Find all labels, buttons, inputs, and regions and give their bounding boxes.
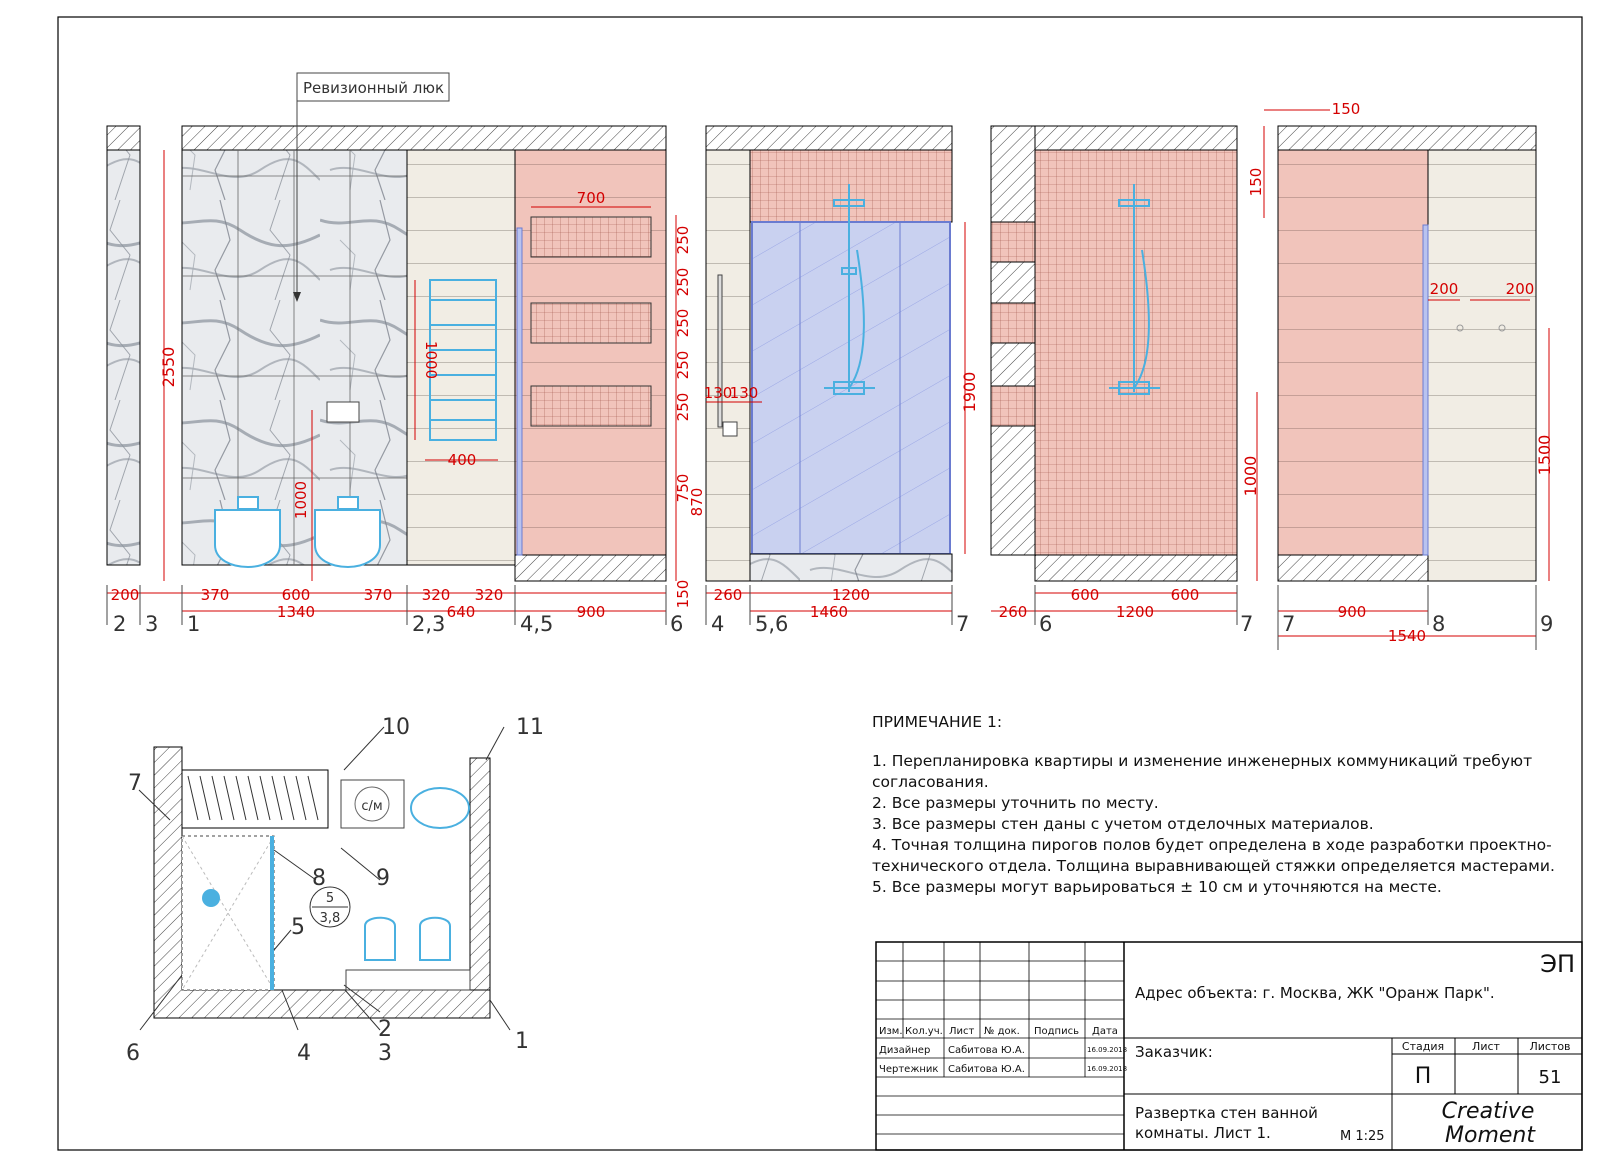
dim-elev1-v-750: 750 [674, 473, 692, 503]
tb-header-list: Лист [949, 1026, 975, 1037]
elevation-2 [704, 126, 979, 636]
tb-scale: М 1:25 [1340, 1129, 1385, 1144]
ceiling-slab [182, 126, 666, 150]
dim-elev1-200: 200 [110, 586, 140, 604]
dim-elev2-1900: 1900 [960, 371, 979, 413]
dim-niche-250d: 250 [674, 350, 692, 380]
note-line-3: 3. Все размеры стен даны с учетом отделочных материалов. [872, 815, 1374, 833]
tb-header-doc: № док. [984, 1026, 1020, 1037]
dim-niche-250b: 250 [674, 267, 692, 297]
tb-address: Адрес объекта: г. Москва, ЖК "Оранж Парк". [1135, 984, 1495, 1002]
plan-label-5: 5 [291, 915, 305, 940]
plan-label-10: 10 [382, 715, 410, 740]
dim-elev2-1200: 1200 [831, 586, 871, 604]
pink-tile-wall-4 [1278, 150, 1428, 555]
plan-washer-label: с/м [361, 799, 383, 814]
dim-elev1-v-150: 150 [674, 579, 692, 609]
tb-row2-date: 16.09.2018 [1087, 1065, 1128, 1073]
axis-elev1-2: 2 [113, 612, 127, 636]
niche-1 [531, 217, 651, 257]
plan-label-6: 6 [126, 1041, 140, 1066]
ceiling-slab-3 [1035, 126, 1237, 150]
tb-sheet-label: Лист [1472, 1040, 1500, 1053]
axis-elev1-1: 1 [187, 612, 201, 636]
dim-elev3-1200: 1200 [1115, 603, 1155, 621]
axis-elev3-7: 7 [1240, 612, 1254, 636]
niche-3 [531, 386, 651, 426]
tb-code: ЭП [1540, 950, 1575, 978]
mosaic-band [750, 150, 952, 222]
dim-elev2-1460: 1460 [809, 603, 849, 621]
dim-elev4-1500: 1500 [1535, 434, 1554, 476]
plan-toilet [365, 918, 395, 960]
tray-marble-2 [750, 554, 952, 581]
floor-section-4 [1278, 555, 1428, 581]
side-wall-marble [107, 150, 140, 565]
axis-elev3-6: 6 [1039, 612, 1053, 636]
elevation-1 [107, 126, 706, 636]
floor-section-3 [1035, 555, 1237, 581]
dim-rail-400: 400 [447, 451, 477, 469]
tb-logo-line2: Moment [1445, 1123, 1535, 1148]
tb-stage: П [1414, 1064, 1432, 1089]
elevation-3 [991, 126, 1260, 636]
dim-niche-250a: 250 [674, 225, 692, 255]
dim-elev1-v-870: 870 [688, 487, 706, 517]
tb-sheets-label: Листов [1529, 1040, 1571, 1053]
cream-tile-wall-4 [1428, 150, 1536, 581]
glass-edge-4 [1423, 225, 1428, 555]
title-block-text [879, 950, 1575, 1148]
dim-elev1-v-1000a: 1000 [422, 340, 440, 380]
plan-label-9: 9 [376, 866, 390, 891]
tb-title-line2: комнаты. Лист 1. [1135, 1124, 1271, 1142]
plan-bidet [420, 918, 450, 960]
mosaic-wall-3 [1035, 150, 1237, 555]
tb-header-izm: Изм. [879, 1026, 903, 1037]
dim-elev4-150v: 150 [1247, 167, 1265, 197]
glass-panel-edge [517, 228, 522, 555]
side-wall-strip [107, 126, 140, 150]
plan-label-11: 11 [516, 715, 544, 740]
dim-niche-250e: 250 [674, 392, 692, 422]
dim-elev2-260: 260 [713, 586, 743, 604]
axis-elev4-9: 9 [1540, 612, 1554, 636]
elevation-4 [1247, 100, 1554, 650]
tb-row1-role: Дизайнер [879, 1045, 931, 1056]
dim-elev1-1340: 1340 [276, 603, 316, 621]
tb-row2-role: Чертежник [879, 1064, 939, 1075]
ceiling-slab-4 [1278, 126, 1536, 150]
plan-room-number: 5 [325, 891, 335, 906]
dim-elev1-320a: 320 [421, 586, 451, 604]
revision-hatch [327, 402, 359, 422]
ceiling-slab-2 [706, 126, 952, 150]
axis-elev4-7: 7 [1282, 612, 1296, 636]
dim-elev1-600: 600 [281, 586, 311, 604]
dim-niche-250c: 250 [674, 308, 692, 338]
tb-customer: Заказчик: [1135, 1043, 1213, 1061]
plan-label-4: 4 [297, 1041, 311, 1066]
note-line-1: 1. Перепланировка квартиры и изменение инженерных коммуникаций требуют согласования. [872, 752, 1533, 791]
tb-header-date: Дата [1092, 1026, 1118, 1037]
axis-elev2-4: 4 [711, 612, 725, 636]
dim-elev1-v-2550: 2550 [159, 346, 178, 388]
tb-header-kol: Кол.уч. [905, 1026, 943, 1037]
plan-label-2: 2 [378, 1017, 392, 1042]
dim-elev4-1540: 1540 [1387, 627, 1427, 645]
notes-block [872, 712, 1592, 898]
pink-tile-wall [515, 150, 666, 555]
niche-2 [531, 303, 651, 343]
tb-header-sign: Подпись [1034, 1026, 1079, 1037]
tb-logo-line1: Creative [1441, 1099, 1535, 1124]
plan-label-1: 1 [515, 1029, 529, 1054]
axis-elev2-56: 5,6 [755, 612, 789, 636]
plan-sink [411, 788, 469, 828]
dim-elev2-130b: 130 [729, 384, 759, 402]
shower-tray-section [515, 555, 666, 581]
note-line-4: 4. Точная толщина пирогов полов будет определена в ходе разработки проектно-технического отдела. Толщина выравнивающей стяжки определяется мастерами. [872, 836, 1555, 875]
dim-elev4-200a: 200 [1429, 280, 1459, 298]
dim-elev1-370a: 370 [200, 586, 230, 604]
door-grab-bar [718, 275, 722, 427]
tb-row2-name: Сабитова Ю.А. [948, 1064, 1025, 1075]
dim-niche-700: 700 [576, 189, 606, 207]
dim-elev1-640: 640 [446, 603, 476, 621]
dim-elev4-200b: 200 [1505, 280, 1535, 298]
dim-elev4-900: 900 [1337, 603, 1367, 621]
cream-strip-2 [703, 150, 750, 581]
dim-elev4-150h: 150 [1331, 100, 1361, 118]
axis-elev2-7: 7 [956, 612, 970, 636]
axis-elev1-45: 4,5 [520, 612, 554, 636]
plan-room-area: 3,8 [319, 911, 341, 926]
tb-row1-name: Сабитова Ю.А. [948, 1045, 1025, 1056]
dim-elev2-130a: 130 [703, 384, 733, 402]
dim-elev1-900: 900 [576, 603, 606, 621]
dim-elev1-320b: 320 [474, 586, 504, 604]
dim-elev1-v-1000b: 1000 [292, 480, 310, 520]
axis-elev1-3: 3 [145, 612, 159, 636]
tb-stage-label: Стадия [1401, 1040, 1445, 1053]
note-line-2: 2. Все размеры уточнить по месту. [872, 794, 1159, 812]
revision-hatch-label: Ревизионный люк [303, 79, 445, 97]
axis-elev1-6: 6 [670, 612, 684, 636]
plan-label-3: 3 [378, 1041, 392, 1066]
tb-title-line1: Развертка стен ванной [1135, 1104, 1318, 1122]
plan-shower-head [202, 889, 220, 907]
axis-elev1-23: 2,3 [412, 612, 446, 636]
dim-elev3-260: 260 [998, 603, 1028, 621]
dim-elev3-600b: 600 [1170, 586, 1200, 604]
plan-label-7: 7 [128, 771, 142, 796]
tb-sheets: 51 [1538, 1067, 1562, 1088]
axis-elev4-8: 8 [1432, 612, 1446, 636]
dim-elev3-1000: 1000 [1241, 455, 1260, 497]
note-line-5: 5. Все размеры могут варьироваться ± 10 см и уточняются на месте. [872, 878, 1442, 896]
notes-title: ПРИМЕЧАНИЕ 1: [872, 713, 1003, 731]
floor-plan [126, 715, 544, 1066]
tb-row1-date: 16.09.2018 [1087, 1046, 1128, 1054]
dim-elev1-370b: 370 [363, 586, 393, 604]
door-handle-box [723, 422, 737, 436]
plan-label-8: 8 [312, 866, 326, 891]
dim-elev3-600a: 600 [1070, 586, 1100, 604]
